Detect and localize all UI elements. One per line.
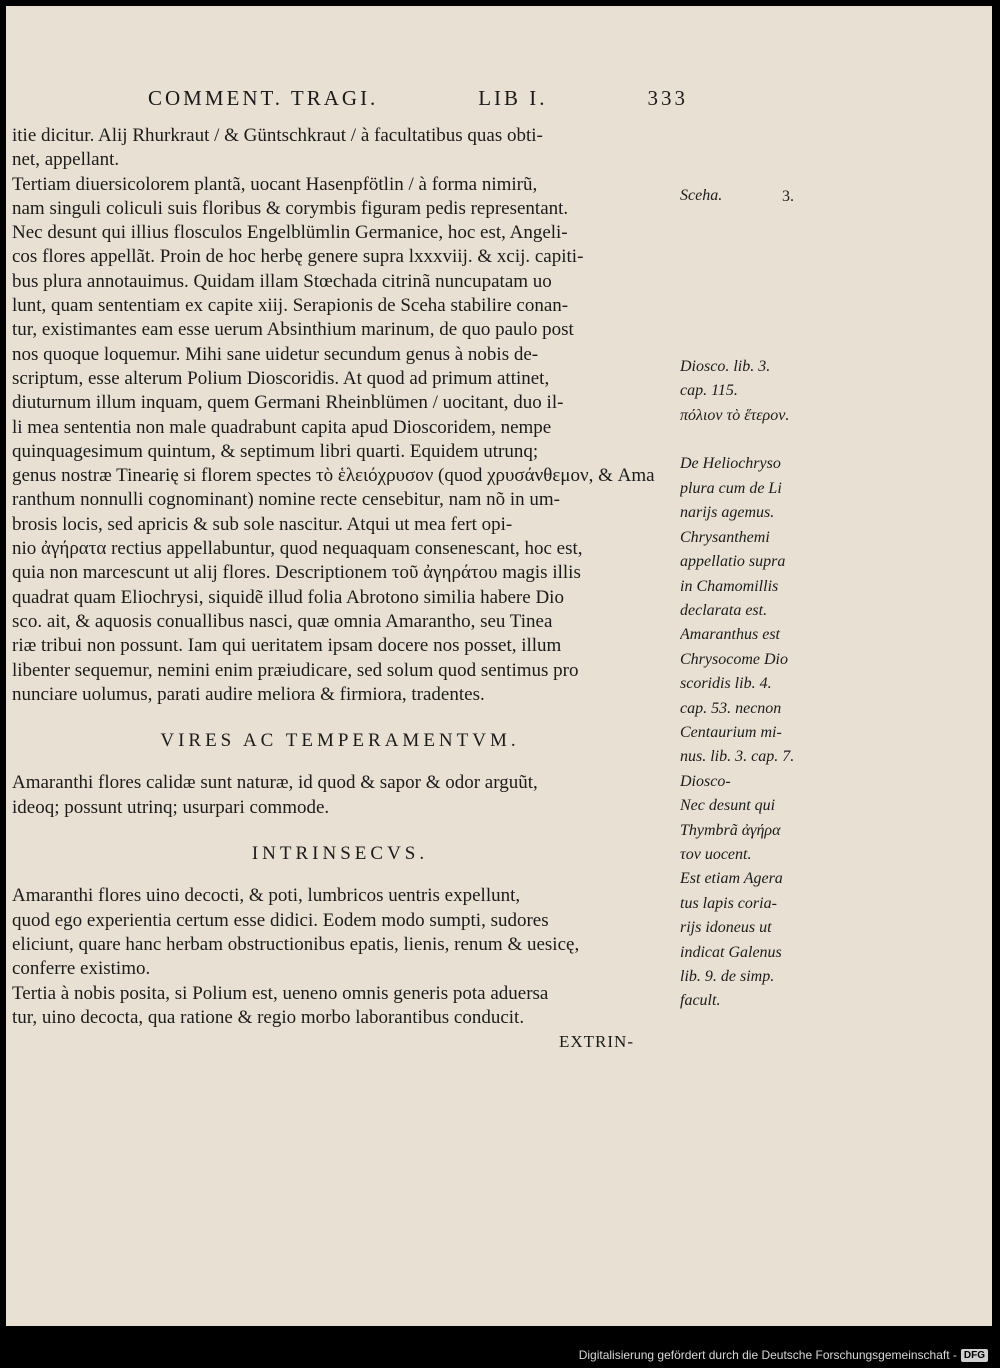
- text-line: Amaranthi flores calidæ sunt naturæ, id quod & sapor & odor arguũt,: [12, 772, 538, 794]
- text-line: quinquagesimum quintum, & septimum libri quarti. Equidem utrunq;: [12, 440, 539, 462]
- header-title: COMMENT. TRAGI.: [148, 86, 379, 110]
- margin-note-line: Centaurium mi-: [680, 723, 782, 741]
- text-line: nunciare uolumus, parati audire meliora & firmiora, tradentes.: [12, 683, 485, 705]
- margin-note-line: narijs agemus.: [680, 504, 775, 522]
- margin-note-line: De Heliochryso: [680, 455, 781, 473]
- text-line: Amaranthi flores uino decocti, & poti, lumbricos uentris expellunt,: [12, 885, 521, 907]
- margin-note-line: scoridis lib. 4.: [680, 675, 772, 693]
- text-line: Tertiam diuersicolorem plantã, uocant Hasenpfötlin / à forma nimirũ,: [12, 173, 538, 195]
- running-header: [148, 86, 688, 111]
- catchword: EXTRIN-: [559, 1032, 634, 1052]
- text-line: tur, existimantes eam esse uerum Absinthium marinum, de quo paulo post: [12, 319, 574, 341]
- text-line: ranthum nonnulli cognominant) nomine recte censebitur, nam nõ in um-: [12, 489, 560, 511]
- margin-note-line: Diosco-: [680, 772, 731, 790]
- margin-note-line: Diosco. lib. 3.: [680, 357, 771, 375]
- text-line: nio ἀγήρατα rectius appellabuntur, quod nequaquam consenescant, hoc est,: [12, 538, 583, 560]
- text-line: lunt, quam sententiam ex capite xiij. Serapionis de Sceha stabilire conan-: [12, 295, 569, 317]
- text-line: riæ tribui non possunt. Iam qui ueritatem ipsam docere nos posset, illum: [12, 635, 562, 657]
- text-line: diuturnum illum inquam, quem Germani Rheinblümen / uocitant, duo il-: [12, 392, 564, 414]
- text-line: scriptum, esse alterum Polium Dioscoridis. At quod ad primum attinet,: [12, 367, 550, 389]
- margin-note-line: Nec desunt qui: [680, 797, 776, 815]
- margin-note-line: τον uocent.: [680, 845, 752, 863]
- section-intrinsecus-text: [12, 884, 668, 1030]
- margin-note-line: lib. 9. de simp.: [680, 968, 775, 985]
- text-line: Nec desunt qui illius flosculos Engelblümlin Germanice, hoc est, Angeli-: [12, 222, 568, 244]
- margin-note-line: cap. 115.: [680, 382, 738, 400]
- text-line: ideoq; possunt utrinq; usurpari commode.: [12, 796, 330, 818]
- margin-note-line: Chrysanthemi: [680, 528, 770, 546]
- header-book: LIB I.: [478, 86, 548, 110]
- text-line: itie dicitur. Alij Rhurkraut / & Güntschkraut / à facultatibus quas obti-: [12, 125, 543, 146]
- text-line: net, appellant.: [12, 149, 120, 171]
- margin-note-line: [680, 330, 830, 354]
- margin-note-line: declarata est.: [680, 601, 768, 619]
- text-line: quod ego experientia certum esse didici. Eodem modo sumpti, sudores: [12, 909, 549, 931]
- margin-note-line: Chrysocome Dio: [680, 650, 788, 668]
- margin-note-line: [680, 233, 830, 257]
- marginal-notes: [680, 184, 830, 1014]
- margin-note-line: indicat Galenus: [680, 943, 782, 961]
- margin-note-line: [680, 428, 830, 452]
- text-line: conferre existimo.: [12, 958, 151, 980]
- text-line: li mea sententia non male quadrabunt capita apud Dioscoridem, nempe: [12, 416, 552, 438]
- margin-note-line: rijs idoneus ut: [680, 919, 772, 937]
- text-line: libenter sequemur, nemini enim præiudicare, sed solum quod sentimus pro: [12, 659, 579, 681]
- text-line: sco. ait, & aquosis conuallibus nasci, quæ omnia Amarantho, seu Tinea: [12, 610, 553, 632]
- text-line: quadrat quam Eliochrysi, siquidẽ illud folia Abrotono similia habere Dio: [12, 586, 564, 608]
- margin-note-line: tus lapis coria-: [680, 894, 777, 912]
- margin-note-line: nus. lib. 3. cap. 7.: [680, 748, 795, 766]
- margin-note-line: cap. 53. necnon: [680, 699, 782, 717]
- margin-note-line: [680, 306, 830, 330]
- section-heading-intrinsecus: INTRINSECVS.: [251, 843, 429, 865]
- main-text-column: [12, 124, 668, 1054]
- margin-note-line: in Chamomillis: [680, 577, 779, 595]
- page-number: 333: [647, 86, 688, 110]
- margin-number: 3.: [782, 188, 794, 205]
- margin-note-line: Amaranthus est: [680, 626, 780, 644]
- section-heading-vires: VIRES AC TEMPERAMENTVM.: [160, 730, 520, 752]
- margin-note-line: facult.: [680, 992, 721, 1010]
- section-vires-text: [12, 771, 668, 820]
- text-line: genus nostræ Tinearię si florem spectes τὸ ἑλειόχρυσον (quod χρυσάνθεμον, & Ama: [12, 465, 655, 487]
- margin-note-line: πόλιον τὸ ἕτερον.: [680, 406, 790, 424]
- text-line: bus plura annotauimus. Quidam illam Stœchada citrinã nuncupatam uo: [12, 270, 552, 292]
- margin-note-line: [680, 282, 830, 306]
- margin-note-line: Sceha.: [680, 187, 723, 204]
- margin-note-line: Est etiam Agera: [680, 870, 783, 888]
- text-line: cos flores appellãt. Proin de hoc herbę genere supra lxxxviij. & xcij. capiti-: [12, 246, 584, 268]
- digitization-credit: [579, 1348, 988, 1362]
- margin-note-line: [680, 208, 830, 232]
- margin-note-line: plura cum de Li: [680, 479, 782, 497]
- text-line: brosis locis, sed apricis & sub sole nascitur. Atqui ut mea fert opi-: [12, 513, 513, 535]
- margin-note-line: appellatio supra: [680, 553, 786, 571]
- body-paragraphs: [12, 124, 668, 707]
- dfg-logo: DFG: [961, 1349, 988, 1362]
- text-line: tur, uino decocta, qua ratione & regio morbo laborantibus conducit.: [12, 1006, 525, 1028]
- text-line: nam singuli coliculi suis floribus & corymbis figuram pedis representant.: [12, 197, 569, 219]
- margin-note-line: Thymbrã ἀγήρα: [680, 821, 781, 839]
- footer-text: Digitalisierung gefördert durch die Deutsche Forschungsgemeinschaft -: [578, 1348, 957, 1362]
- margin-note-line: [680, 257, 830, 281]
- text-line: nos quoque loquemur. Mihi sane uidetur secundum genus à nobis de-: [12, 343, 539, 365]
- text-line: Tertia à nobis posita, si Polium est, ueneno omnis generis pota aduersa: [12, 982, 549, 1004]
- text-line: eliciunt, quare hanc herbam obstructionibus epatis, lienis, renum & uesicę,: [12, 933, 580, 955]
- book-page: [6, 6, 992, 1326]
- text-line: quia non marcescunt ut alij flores. Descriptionem τοῦ ἀγηράτου magis illis: [12, 562, 581, 584]
